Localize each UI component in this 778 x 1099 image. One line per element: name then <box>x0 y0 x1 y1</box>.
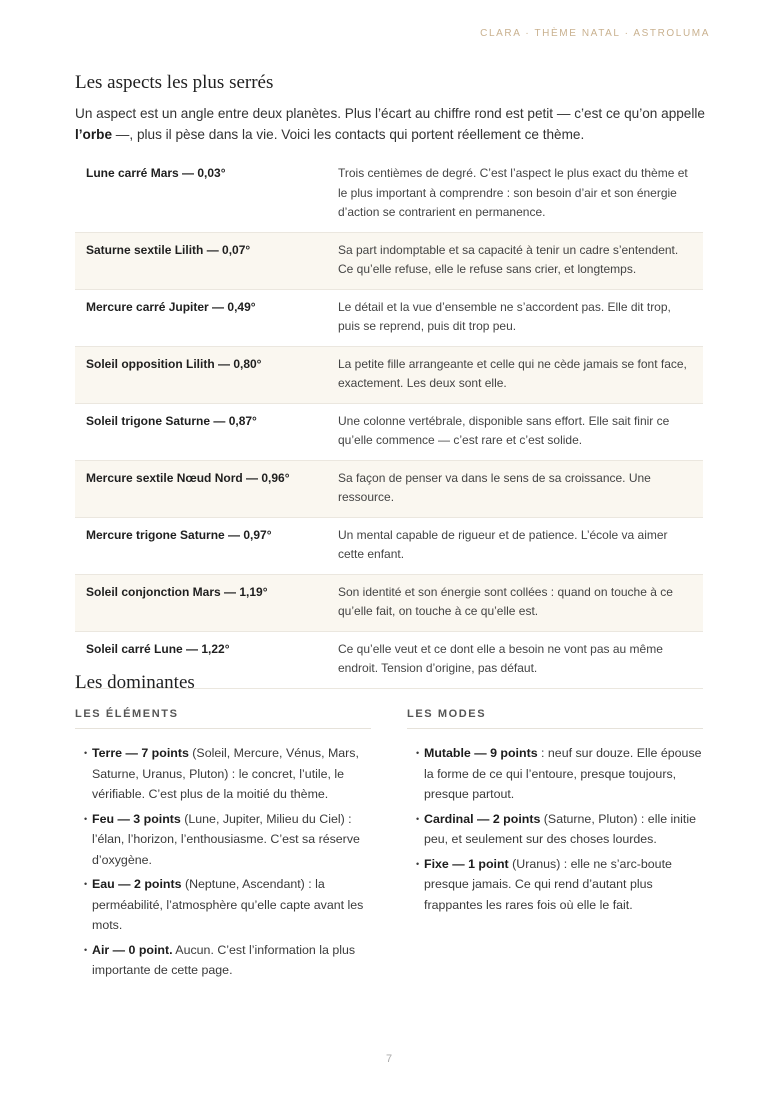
list-item <box>416 854 703 916</box>
table-row <box>75 156 703 232</box>
item-label: Feu — 3 points <box>92 811 181 826</box>
table-row <box>75 574 703 631</box>
aspect-name: Soleil trigone Saturne — 0,87° <box>75 403 338 460</box>
modes-list <box>407 743 703 915</box>
aspect-name: Saturne sextile Lilith — 0,07° <box>75 232 338 289</box>
aspect-desc: Ce qu’elle veut et ce dont elle a besoin ne vont pas au même endroit. Tension d’origine, pas défaut. <box>338 631 703 688</box>
item-text: (Uranus) : elle ne s’arc-boute presque jamais. Ce qui rend d’autant plus frappantes les rares fois où elle le fait. <box>424 856 672 912</box>
aspect-name: Soleil conjonction Mars — 1,19° <box>75 574 338 631</box>
aspect-desc: Sa part indomptable et sa capacité à tenir un cadre s’entendent. Ce qu’elle refuse, elle le refuse sans crier, et longtemps. <box>338 232 703 289</box>
table-row <box>75 460 703 517</box>
list-item <box>84 809 371 871</box>
intro-part-1: Un aspect est un angle entre deux planètes. Plus l’écart au chiffre rond est petit — c’est ce qu’on appelle <box>75 106 705 121</box>
aspect-desc: La petite fille arrangeante et celle qui ne cède jamais se font face, exactement. Les deux sont elle. <box>338 346 703 403</box>
table-row <box>75 517 703 574</box>
elements-column <box>75 708 371 985</box>
aspect-name: Lune carré Mars — 0,03° <box>75 156 338 232</box>
aspect-desc: Sa façon de penser va dans le sens de sa croissance. Une ressource. <box>338 460 703 517</box>
aspect-desc: Une colonne vertébrale, disponible sans effort. Elle sait finir ce qu’elle commence — c’est rare et c’est solide. <box>338 403 703 460</box>
aspects-title: Les aspects les plus serrés <box>75 72 274 93</box>
aspect-name: Soleil opposition Lilith — 0,80° <box>75 346 338 403</box>
aspect-desc: Trois centièmes de degré. C’est l’aspect le plus exact du thème et le plus important à comprendre : son besoin d’air et son énergie d’action se contrarient en permanence. <box>338 156 703 232</box>
item-text: (Saturne, Pluton) : elle initie peu, et seulement sur des choses lourdes. <box>424 811 697 846</box>
item-label: Air — 0 point. <box>92 942 173 957</box>
aspect-name: Soleil carré Lune — 1,22° <box>75 631 338 688</box>
running-head: CLARA · THÈME NATAL · ASTROLUMA <box>480 28 710 39</box>
aspect-desc: Le détail et la vue d’ensemble ne s’accordent pas. Elle dit trop, puis se reprend, puis dit trop peu. <box>338 289 703 346</box>
item-label: Cardinal — 2 points <box>424 811 541 826</box>
intro-orbe-term: l’orbe <box>75 127 113 142</box>
elements-list <box>75 743 371 981</box>
modes-column <box>407 708 703 919</box>
item-label: Terre — 7 points <box>92 746 189 760</box>
modes-heading: LES MODES <box>407 708 703 729</box>
aspects-table <box>75 156 703 689</box>
list-item <box>416 743 703 805</box>
item-label: Eau — 2 points <box>92 877 182 891</box>
list-item <box>416 809 703 850</box>
item-label: Fixe — 1 point <box>424 856 509 871</box>
aspect-desc: Un mental capable de rigueur et de patience. L’école va aimer cette enfant. <box>338 517 703 574</box>
list-item <box>84 940 371 981</box>
item-label: Mutable — 9 points <box>424 746 538 760</box>
table-row <box>75 403 703 460</box>
aspect-name: Mercure carré Jupiter — 0,49° <box>75 289 338 346</box>
aspects-intro <box>75 103 705 145</box>
page-number: 7 <box>385 1053 393 1065</box>
table-row <box>75 346 703 403</box>
list-item <box>84 874 371 936</box>
dominantes-title: Les dominantes <box>75 672 195 693</box>
table-row <box>75 232 703 289</box>
aspect-desc: Son identité et son énergie sont collées : quand on touche à ce qu’elle fait, on touche à ce qu’elle est. <box>338 574 703 631</box>
item-text: (Neptune, Ascendant) : la perméabilité, l’atmosphère qu’elle capte avant les mots. <box>92 877 364 932</box>
aspect-name: Mercure sextile Nœud Nord — 0,96° <box>75 460 338 517</box>
item-text: : neuf sur douze. Elle épouse la forme de ce qui l’entoure, presque toujours, presque partout. <box>424 746 702 801</box>
table-row <box>75 289 703 346</box>
item-text: Aucun. C’est l’information la plus importante de cette page. <box>92 942 356 977</box>
intro-part-2: —, plus il pèse dans la vie. Voici les contacts qui portent réellement ce thème. <box>112 127 585 142</box>
item-text: (Lune, Jupiter, Milieu du Ciel) : l’élan, l’horizon, l’enthousiasme. C’est sa réserve d’oxygène. <box>92 811 360 867</box>
aspect-name: Mercure trigone Saturne — 0,97° <box>75 517 338 574</box>
list-item <box>84 743 371 805</box>
elements-heading: LES ÉLÉMENTS <box>75 708 371 729</box>
item-text: (Soleil, Mercure, Vénus, Mars, Saturne, Uranus, Pluton) : le concret, l’utile, le vérifiable. C’est plus de la moitié du thème. <box>92 746 359 801</box>
